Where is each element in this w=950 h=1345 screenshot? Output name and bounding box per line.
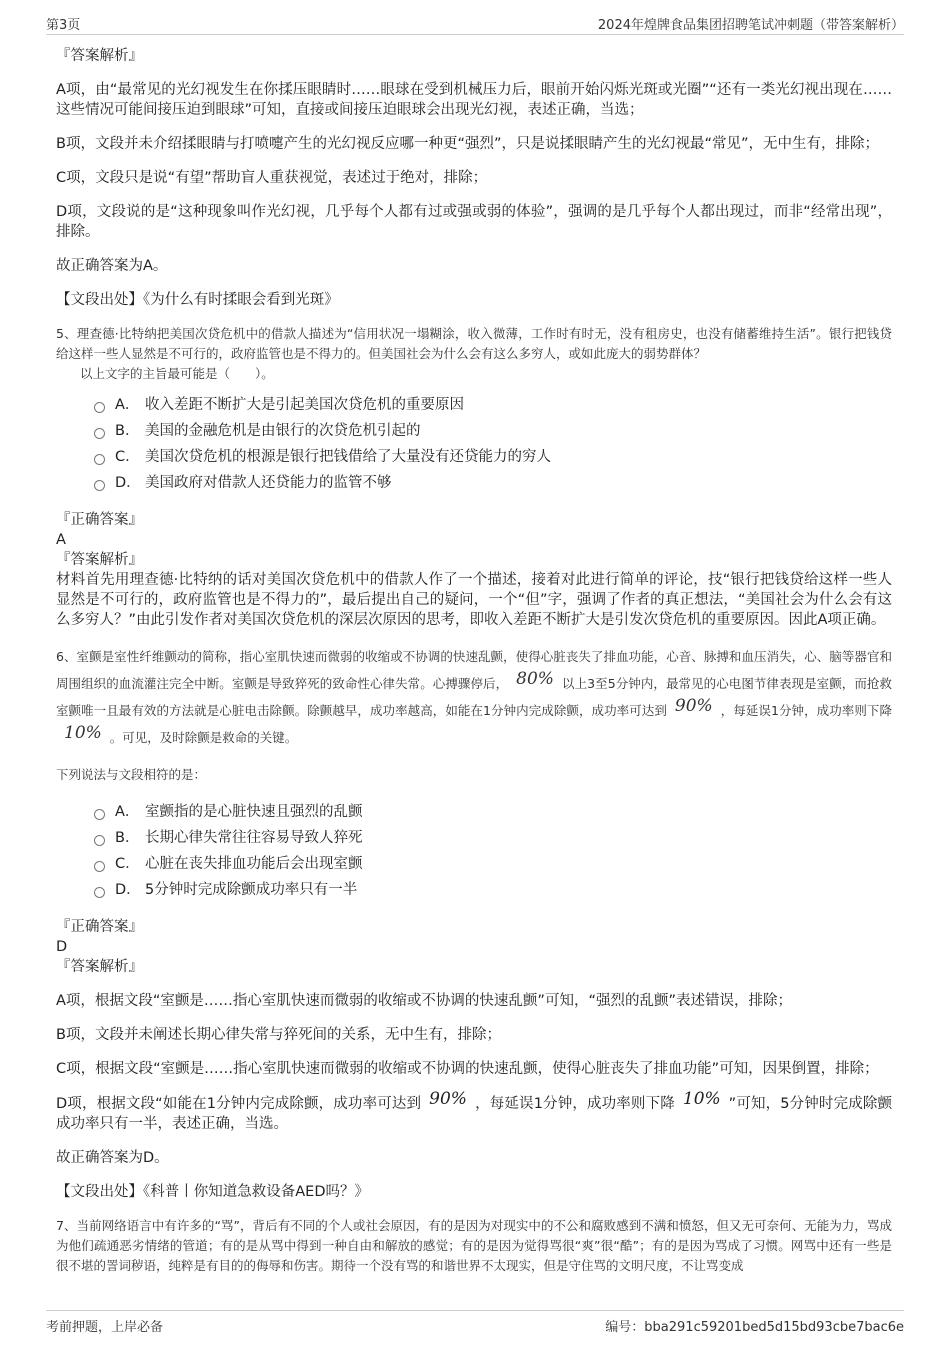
radio-icon[interactable] xyxy=(94,835,105,846)
q5-analysis: 材料首先用理查德·比特纳的话对美国次贷危机中的借款人作了一个描述，接着对此进行简单的评论，技“银行把钱贷给这样一些人显然是不可行的，政府监管也是不得力的”，最后提出自己的疑问，一个“但”字，强调了作者的真正想法，“美国社会为什么会有这么多穷人？”由此引发作者对美国次贷危机的深层次原因的思考，即收入差距不断扩大是引发次贷危机的重要原因。因此A项正确。 xyxy=(56,572,892,628)
q6-option-c[interactable] xyxy=(94,851,892,877)
q4-analysis-c: C项，文段只是说“有望”帮助盲人重获视觉，表述过于绝对，排除； xyxy=(56,170,488,186)
q5-options xyxy=(94,392,892,496)
q5-option-a[interactable] xyxy=(94,392,892,418)
radio-icon[interactable] xyxy=(94,861,105,872)
q6-stem-part: 。可见，及时除颤是救命的关键。 xyxy=(109,730,298,745)
percent-value: 80% xyxy=(516,669,554,689)
document-code: 编号：bba291c59201bed5d15bd93cbe7bac6e xyxy=(605,1320,904,1335)
q6-stem-part: 以上3至5分钟内，最常见的心电图节律表现是室颤，而抢救室颤唯一且最有效的方法就是心脏电击除颤。除颤越早，成功率越高，如能在1分钟内完成除颤，成功率可达到 xyxy=(56,676,892,718)
q6-analysis-d-part: ”可知，5分钟时完成除颤成功率只有一半，表述正确，当选。 xyxy=(56,1096,892,1132)
option-letter: D． xyxy=(115,882,141,898)
q4-source: 【文段出处】《为什么有时揉眼会看到光斑》 xyxy=(56,292,339,308)
q6-option-d[interactable] xyxy=(94,877,892,903)
option-letter: C． xyxy=(115,449,140,465)
option-text: 室颤指的是心脏快速且强烈的乱颤 xyxy=(145,804,363,820)
percent-value: 10% xyxy=(682,1089,721,1109)
document-title: 2024年煌牌食品集团招聘笔试冲刺题（带答案解析） xyxy=(597,18,904,33)
q6-stem-part: ，每延误1分钟，成功率则下降 xyxy=(720,703,892,718)
q4-analysis-a: A项，由“最常见的光幻视发生在你揉压眼睛时……眼球在受到机械压力后，眼前开始闪烁光斑或光圈”“还有一类光幻视出现在……这些情况可能间接压迫到眼球”可知，直接或间接压迫眼球会出现光幻视，表述正确，当选； xyxy=(56,82,892,118)
option-text: 美国的金融危机是由银行的次贷危机引起的 xyxy=(145,423,421,439)
q6-answer-label: 『正确答案』 xyxy=(56,919,143,935)
page-content xyxy=(56,46,892,1276)
option-text: 美国次贷危机的根源是银行把钱借给了大量没有还贷能力的穷人 xyxy=(145,449,551,465)
q5-answer-label: 『正确答案』 xyxy=(56,512,143,528)
footer-slogan: 考前押题，上岸必备 xyxy=(46,1320,164,1335)
option-letter: B． xyxy=(115,423,140,439)
radio-icon[interactable] xyxy=(94,428,105,439)
radio-icon[interactable] xyxy=(94,454,105,465)
option-text: 长期心律失常往往容易导致人猝死 xyxy=(145,830,363,846)
option-letter: D． xyxy=(115,475,141,491)
option-text: 收入差距不断扩大是引起美国次贷危机的重要原因 xyxy=(145,397,464,413)
q6-answer: D xyxy=(56,939,68,955)
q7-stem: 7、当前网络语言中有许多的“骂”，背后有不同的个人或社会原因，有的是因为对现实中的不公和腐败感到不满和愤怒，但又无可奈何、无能为力，骂成为他们疏通恶劣情绪的管道；有的是从骂中得到一种自由和解放的感觉；有的是因为觉得骂很“爽”很“酷”；有的是因为骂成了习惯。网骂中还有一些是很不堪的詈词秽语，纯粹是有目的的侮辱和伤害。期待一个没有骂的和谐世界不太现实，但是守住骂的文明尺度，不让骂变成 xyxy=(56,1218,892,1273)
q6-analysis-b: B项，文段并未阐述长期心律失常与猝死间的关系，无中生有，排除； xyxy=(56,1027,501,1043)
q6-question: 下列说法与文段相符的是： xyxy=(56,767,207,782)
q6-analysis-d xyxy=(56,1089,892,1134)
radio-icon[interactable] xyxy=(94,809,105,820)
q6-option-a[interactable] xyxy=(94,799,892,825)
q6-option-b[interactable] xyxy=(94,825,892,851)
q4-analysis-b: B项，文段并未介绍揉眼睛与打喷嚏产生的光幻视反应哪一种更“强烈”，只是说揉眼睛产生的光幻视最“常见”，无中生有，排除； xyxy=(56,136,879,152)
q4-conclusion: 故正确答案为A。 xyxy=(56,258,168,274)
q5-answer: A xyxy=(56,532,66,548)
option-text: 美国政府对借款人还贷能力的监管不够 xyxy=(145,475,392,491)
q6-options xyxy=(94,799,892,903)
option-letter: A． xyxy=(115,397,140,413)
option-letter: B． xyxy=(115,830,140,846)
radio-icon[interactable] xyxy=(94,402,105,413)
page-footer xyxy=(46,1310,904,1335)
q4-analysis-label: 『答案解析』 xyxy=(56,48,143,64)
q5-stem: 5、理查德·比特纳把美国次贷危机中的借款人描述为“信用状况一塌糊涂，收入微薄，工作时有时无，没有租房史，也没有储蓄维持生活”。银行把钱贷给这样一些人显然是不可行的，政府监管也是不得力的。但美国社会为什么会有这么多穷人，或如此庞大的弱势群体？ xyxy=(56,326,892,361)
page-header xyxy=(46,12,904,35)
q4-analysis-d: D项，文段说的是“这种现象叫作光幻视，几乎每个人都有过或强或弱的体验”，强调的是几乎每个人都出现过，而非“经常出现”，排除。 xyxy=(56,204,892,240)
q5-option-c[interactable] xyxy=(94,444,892,470)
q6-source: 【文段出处】《科普丨你知道急救设备AED吗？》 xyxy=(56,1184,369,1200)
option-text: 心脏在丧失排血功能后会出现室颤 xyxy=(145,856,363,872)
option-letter: A． xyxy=(115,804,140,820)
q6-analysis-a: A项，根据文段“室颤是……指心室肌快速而微弱的收缩或不协调的快速乱颤”可知，“强烈的乱颤”表述错误，排除； xyxy=(56,993,792,1009)
q6-analysis-c: C项，根据文段“室颤是……指心室肌快速而微弱的收缩或不协调的快速乱颤，使得心脏丧失了排血功能”可知，因果倒置，排除； xyxy=(56,1061,879,1077)
q6-conclusion: 故正确答案为D。 xyxy=(56,1150,169,1166)
q6-analysis-label: 『答案解析』 xyxy=(56,959,143,975)
option-text: 5分钟时完成除颤成功率只有一半 xyxy=(145,882,358,898)
radio-icon[interactable] xyxy=(94,480,105,491)
percent-value: 90% xyxy=(674,696,713,716)
percent-value: 90% xyxy=(429,1089,467,1109)
q5-option-d[interactable] xyxy=(94,470,892,496)
percent-value: 10% xyxy=(64,723,102,743)
radio-icon[interactable] xyxy=(94,887,105,898)
q6-analysis-d-part: ，每延误1分钟，成功率则下降 xyxy=(474,1096,675,1112)
q6-stem-part: 6、室颤是室性纤维颤动的简称，指心室肌快速而微弱的收缩或不协调的快速乱颤，使得心脏丧失了排血功能，心音、脉搏和血压消失，心、脑等器官和周围组织的血流灌注完全中断。室颤是导致猝死的致命性心律失常。心搏骤停后， xyxy=(56,649,892,691)
q5-option-b[interactable] xyxy=(94,418,892,444)
q5-analysis-label: 『答案解析』 xyxy=(56,552,143,568)
q6-analysis-d-part: D项，根据文段“如能在1分钟内完成除颤，成功率可达到 xyxy=(56,1096,422,1112)
q6-stem xyxy=(56,644,892,751)
option-letter: C． xyxy=(115,856,140,872)
page-number: 第3页 xyxy=(46,18,81,33)
q5-question: 以上文字的主旨最可能是（ ）。 xyxy=(80,366,274,381)
